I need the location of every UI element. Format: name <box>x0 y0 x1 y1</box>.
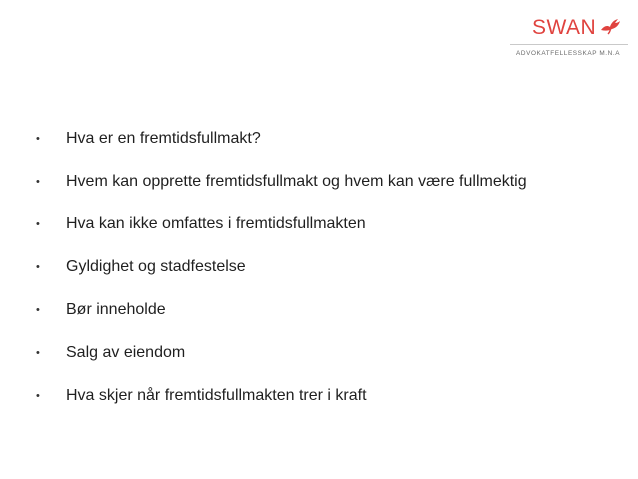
bullet-marker: • <box>36 176 40 188</box>
bullet-text: Gyldighet og stadfestelse <box>66 258 246 275</box>
bullet-marker: • <box>36 304 40 316</box>
bullet-text: Bør inneholde <box>66 301 166 318</box>
bullet-text: Hva kan ikke omfattes i fremtidsfullmakten <box>66 215 366 232</box>
bullet-marker: • <box>36 261 40 273</box>
logo-divider <box>510 44 628 45</box>
bullet-item <box>36 385 536 407</box>
bullet-text: Hvem kan opprette fremtidsfullmakt og hvem kan være fullmektig <box>66 173 527 190</box>
bullet-text: Salg av eiendom <box>66 344 186 361</box>
bullet-item <box>36 299 536 321</box>
swan-logo <box>510 10 628 64</box>
swan-bird-icon <box>598 14 622 38</box>
logo-mark <box>532 10 622 40</box>
bullet-text: Hva er en fremtidsfullmakt? <box>66 130 261 147</box>
bullet-list <box>36 128 536 428</box>
bullet-item <box>36 342 536 364</box>
bullet-marker: • <box>36 133 40 145</box>
logo-wordmark: SWAN <box>532 16 597 39</box>
bullet-marker: • <box>36 218 40 230</box>
bullet-item <box>36 128 536 150</box>
bullet-marker: • <box>36 347 40 359</box>
bullet-item <box>36 171 536 193</box>
logo-subtitle: ADVOKATFELLESSKAP M.N.A <box>516 50 621 57</box>
bullet-marker: • <box>36 390 40 402</box>
bullet-item <box>36 213 536 235</box>
bullet-text: Hva skjer når fremtidsfullmakten trer i kraft <box>66 387 367 404</box>
bullet-item <box>36 256 536 278</box>
